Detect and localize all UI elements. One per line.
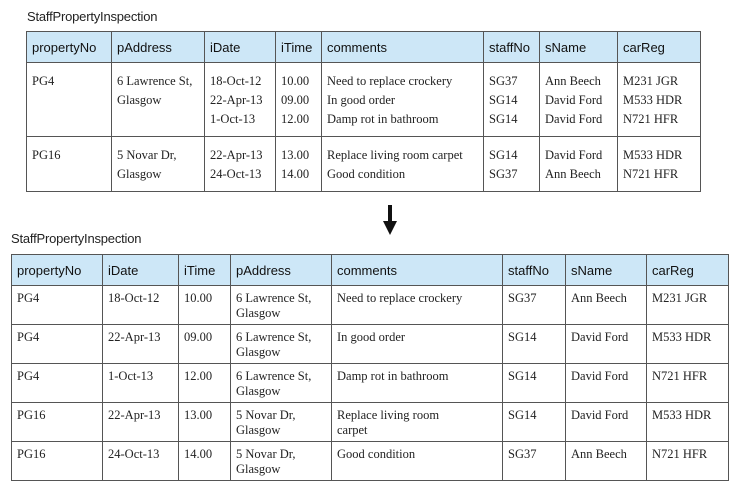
cell-iTime: 09.00	[179, 325, 231, 364]
cell-line: M533 HDR	[623, 93, 683, 107]
cell-line: Replace living room carpet	[327, 148, 463, 162]
cell-pAddress	[112, 63, 205, 137]
cell-sName: David Ford	[566, 403, 647, 442]
cell-pAddress	[231, 286, 332, 325]
cell-line: 6 Lawrence St,	[236, 291, 312, 305]
cell-staffNo	[484, 137, 540, 192]
cell-staffNo: SG14	[503, 364, 566, 403]
cell-sName: Ann Beech	[566, 442, 647, 481]
cell-line: In good order	[327, 93, 396, 107]
cell-line: N721 HFR	[623, 112, 679, 126]
cell-line: carpet	[337, 423, 368, 437]
cell-line: In good order	[337, 330, 406, 344]
cell-line: Ann Beech	[545, 74, 601, 88]
cell-line: Glasgow	[236, 345, 281, 359]
cell-iDate: 24-Oct-13	[103, 442, 179, 481]
cell-line: 1-Oct-13	[210, 112, 256, 126]
table-row	[12, 325, 729, 364]
cell-staffNo: SG14	[503, 325, 566, 364]
cell-iDate: 22-Apr-13	[103, 403, 179, 442]
cell-line: 12.00	[281, 112, 310, 126]
cell-line: 10.00	[281, 74, 310, 88]
cell-iTime: 10.00	[179, 286, 231, 325]
cell-line: SG14	[489, 148, 518, 162]
cell-line: Need to replace crockery	[327, 74, 453, 88]
cell-staffNo: SG14	[503, 403, 566, 442]
column-header-iTime: iTime	[179, 255, 231, 286]
cell-line: David Ford	[545, 148, 603, 162]
cell-line: 22-Apr-13	[210, 148, 263, 162]
cell-carReg: M533 HDR	[647, 403, 729, 442]
cell-comments	[322, 137, 484, 192]
cell-line: 22-Apr-13	[210, 93, 263, 107]
cell-line: Ann Beech	[545, 167, 601, 181]
column-header-staffNo: staffNo	[484, 32, 540, 63]
cell-staffNo: SG37	[503, 286, 566, 325]
cell-iDate	[205, 63, 276, 137]
cell-sName	[540, 137, 618, 192]
table-row	[12, 442, 729, 481]
cell-iTime: 13.00	[179, 403, 231, 442]
cell-sName: Ann Beech	[566, 286, 647, 325]
cell-line: M533 HDR	[623, 148, 683, 162]
cell-propertyNo: PG16	[27, 137, 112, 192]
cell-line: Glasgow	[236, 306, 281, 320]
cell-line: Glasgow	[236, 384, 281, 398]
cell-carReg	[618, 63, 701, 137]
column-header-carReg: carReg	[618, 32, 701, 63]
cell-line: M231 JGR	[623, 74, 679, 88]
cell-carReg	[618, 137, 701, 192]
cell-staffNo: SG37	[503, 442, 566, 481]
cell-line: 5 Novar Dr,	[117, 148, 177, 162]
cell-line: Damp rot in bathroom	[337, 369, 449, 383]
cell-carReg: M231 JGR	[647, 286, 729, 325]
cell-line: Glasgow	[117, 93, 162, 107]
cell-line: SG37	[489, 74, 518, 88]
cell-iDate: 18-Oct-12	[103, 286, 179, 325]
cell-iTime	[276, 63, 322, 137]
cell-comments	[332, 403, 503, 442]
cell-carReg: N721 HFR	[647, 442, 729, 481]
cell-line: 5 Novar Dr,	[236, 408, 296, 422]
column-header-carReg: carReg	[647, 255, 729, 286]
cell-propertyNo: PG4	[12, 286, 103, 325]
cell-staffNo	[484, 63, 540, 137]
cell-iTime	[276, 137, 322, 192]
cell-line: Good condition	[337, 447, 416, 461]
cell-line: 14.00	[281, 167, 310, 181]
cell-line: 13.00	[281, 148, 310, 162]
column-header-iDate: iDate	[205, 32, 276, 63]
table-row	[12, 364, 729, 403]
cell-sName	[540, 63, 618, 137]
cell-line: 6 Lawrence St,	[117, 74, 193, 88]
cell-line: 5 Novar Dr,	[236, 447, 296, 461]
cell-propertyNo: PG4	[27, 63, 112, 137]
table-row	[27, 63, 701, 137]
cell-line: David Ford	[545, 112, 603, 126]
cell-pAddress	[231, 442, 332, 481]
cell-line: Glasgow	[236, 423, 281, 437]
cell-line: Need to replace crockery	[337, 291, 463, 305]
table-row	[27, 137, 701, 192]
cell-line: SG37	[489, 167, 518, 181]
table-header-row	[27, 32, 701, 63]
column-header-pAddress: pAddress	[231, 255, 332, 286]
cell-line: David Ford	[545, 93, 603, 107]
cell-iTime: 14.00	[179, 442, 231, 481]
cell-line: Good condition	[327, 167, 406, 181]
cell-comments	[332, 286, 503, 325]
column-header-comments: comments	[332, 255, 503, 286]
cell-comments	[332, 325, 503, 364]
cell-iTime: 12.00	[179, 364, 231, 403]
table-row	[12, 403, 729, 442]
cell-line: 6 Lawrence St,	[236, 369, 312, 383]
cell-carReg: N721 HFR	[647, 364, 729, 403]
cell-carReg: M533 HDR	[647, 325, 729, 364]
cell-line: Glasgow	[117, 167, 162, 181]
unnormalized-table	[26, 31, 701, 192]
table-row	[12, 286, 729, 325]
cell-line: N721 HFR	[623, 167, 679, 181]
cell-comments	[332, 442, 503, 481]
column-header-sName: sName	[540, 32, 618, 63]
column-header-propertyNo: propertyNo	[27, 32, 112, 63]
cell-pAddress	[231, 364, 332, 403]
cell-line: Glasgow	[236, 462, 281, 476]
cell-sName: David Ford	[566, 325, 647, 364]
cell-line: 6 Lawrence St,	[236, 330, 312, 344]
cell-comments	[322, 63, 484, 137]
column-header-comments: comments	[322, 32, 484, 63]
cell-propertyNo: PG4	[12, 364, 103, 403]
top-table-caption: StaffPropertyInspection	[27, 9, 158, 24]
cell-propertyNo: PG4	[12, 325, 103, 364]
column-header-staffNo: staffNo	[503, 255, 566, 286]
cell-sName: David Ford	[566, 364, 647, 403]
cell-line: 18-Oct-12	[210, 74, 262, 88]
cell-line: 09.00	[281, 93, 310, 107]
column-header-pAddress: pAddress	[112, 32, 205, 63]
cell-iDate	[205, 137, 276, 192]
cell-iDate: 1-Oct-13	[103, 364, 179, 403]
cell-propertyNo: PG16	[12, 403, 103, 442]
down-arrow-icon	[383, 205, 397, 235]
cell-iDate: 22-Apr-13	[103, 325, 179, 364]
cell-pAddress	[112, 137, 205, 192]
column-header-sName: sName	[566, 255, 647, 286]
cell-line: 24-Oct-13	[210, 167, 262, 181]
column-header-iDate: iDate	[103, 255, 179, 286]
cell-line: Replace living room	[337, 408, 440, 422]
column-header-propertyNo: propertyNo	[12, 255, 103, 286]
cell-line: Damp rot in bathroom	[327, 112, 439, 126]
cell-propertyNo: PG16	[12, 442, 103, 481]
cell-pAddress	[231, 403, 332, 442]
first-normal-form-table	[11, 254, 729, 481]
table-header-row	[12, 255, 729, 286]
column-header-iTime: iTime	[276, 32, 322, 63]
cell-pAddress	[231, 325, 332, 364]
cell-line: SG14	[489, 93, 518, 107]
bottom-table-caption: StaffPropertyInspection	[11, 231, 142, 246]
cell-comments	[332, 364, 503, 403]
cell-line: SG14	[489, 112, 518, 126]
